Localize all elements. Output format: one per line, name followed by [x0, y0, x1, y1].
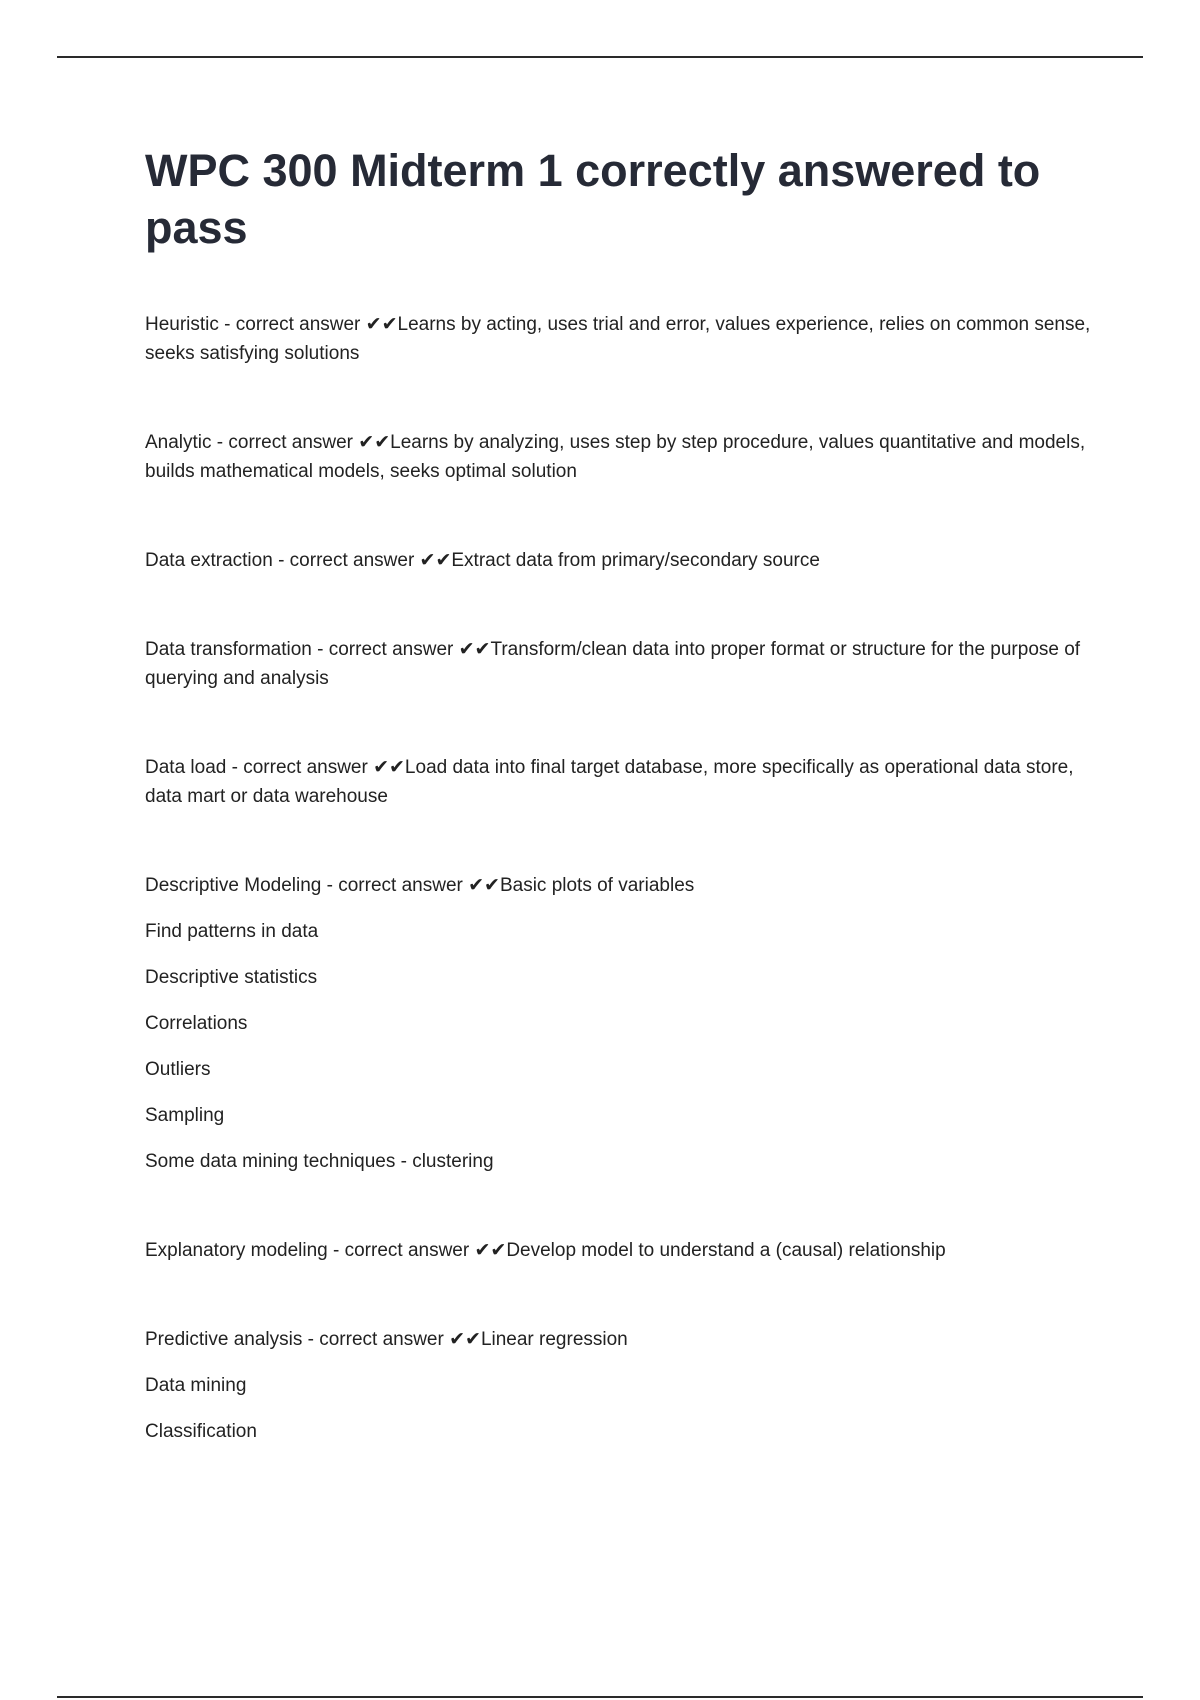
qa-line: Data transformation - correct answer ✔✔Transform/clean data into proper format or structure for the purpose of querying and analysis [145, 639, 1086, 689]
qa-subline: Correlations [145, 1013, 248, 1034]
qa-line: Descriptive Modeling - correct answer ✔✔Basic plots of variables [145, 875, 695, 896]
qa-entry-explanatory-modeling [145, 1236, 1095, 1265]
qa-subline: Descriptive statistics [145, 967, 318, 988]
qa-entry-data-load [145, 753, 1095, 811]
document-page [145, 142, 1095, 1506]
qa-line: Predictive analysis - correct answer ✔✔Linear regression [145, 1329, 628, 1350]
qa-entry-analytic [145, 428, 1095, 486]
qa-entry-predictive-analysis [145, 1325, 1095, 1446]
qa-subline: Data mining [145, 1375, 247, 1396]
qa-entry-heuristic [145, 310, 1095, 368]
bottom-rule [57, 1696, 1143, 1698]
qa-entry-descriptive-modeling [145, 871, 1095, 1176]
qa-list [145, 310, 1095, 1446]
qa-line: Data load - correct answer ✔✔Load data into final target database, more specifically as operational data store, data mart or data warehouse [145, 757, 1079, 807]
qa-line: Heuristic - correct answer ✔✔Learns by acting, uses trial and error, values experience, relies on common sense, seeks satisfying solutions [145, 314, 1096, 364]
qa-entry-data-transformation [145, 635, 1095, 693]
qa-entry-data-extraction [145, 546, 1095, 575]
document-title: WPC 300 Midterm 1 correctly answered to pass [145, 145, 1041, 253]
qa-line: Data extraction - correct answer ✔✔Extract data from primary/secondary source [145, 550, 820, 571]
top-rule [57, 56, 1143, 58]
qa-subline: Find patterns in data [145, 921, 319, 942]
qa-line: Explanatory modeling - correct answer ✔✔Develop model to understand a (causal) relationship [145, 1240, 946, 1261]
qa-line: Analytic - correct answer ✔✔Learns by analyzing, uses step by step procedure, values quantitative and models, builds mathematical models, seeks optimal solution [145, 432, 1091, 482]
qa-subline: Classification [145, 1421, 257, 1442]
qa-subline: Outliers [145, 1059, 211, 1080]
qa-subline: Some data mining techniques - clustering [145, 1151, 494, 1172]
qa-subline: Sampling [145, 1105, 225, 1126]
